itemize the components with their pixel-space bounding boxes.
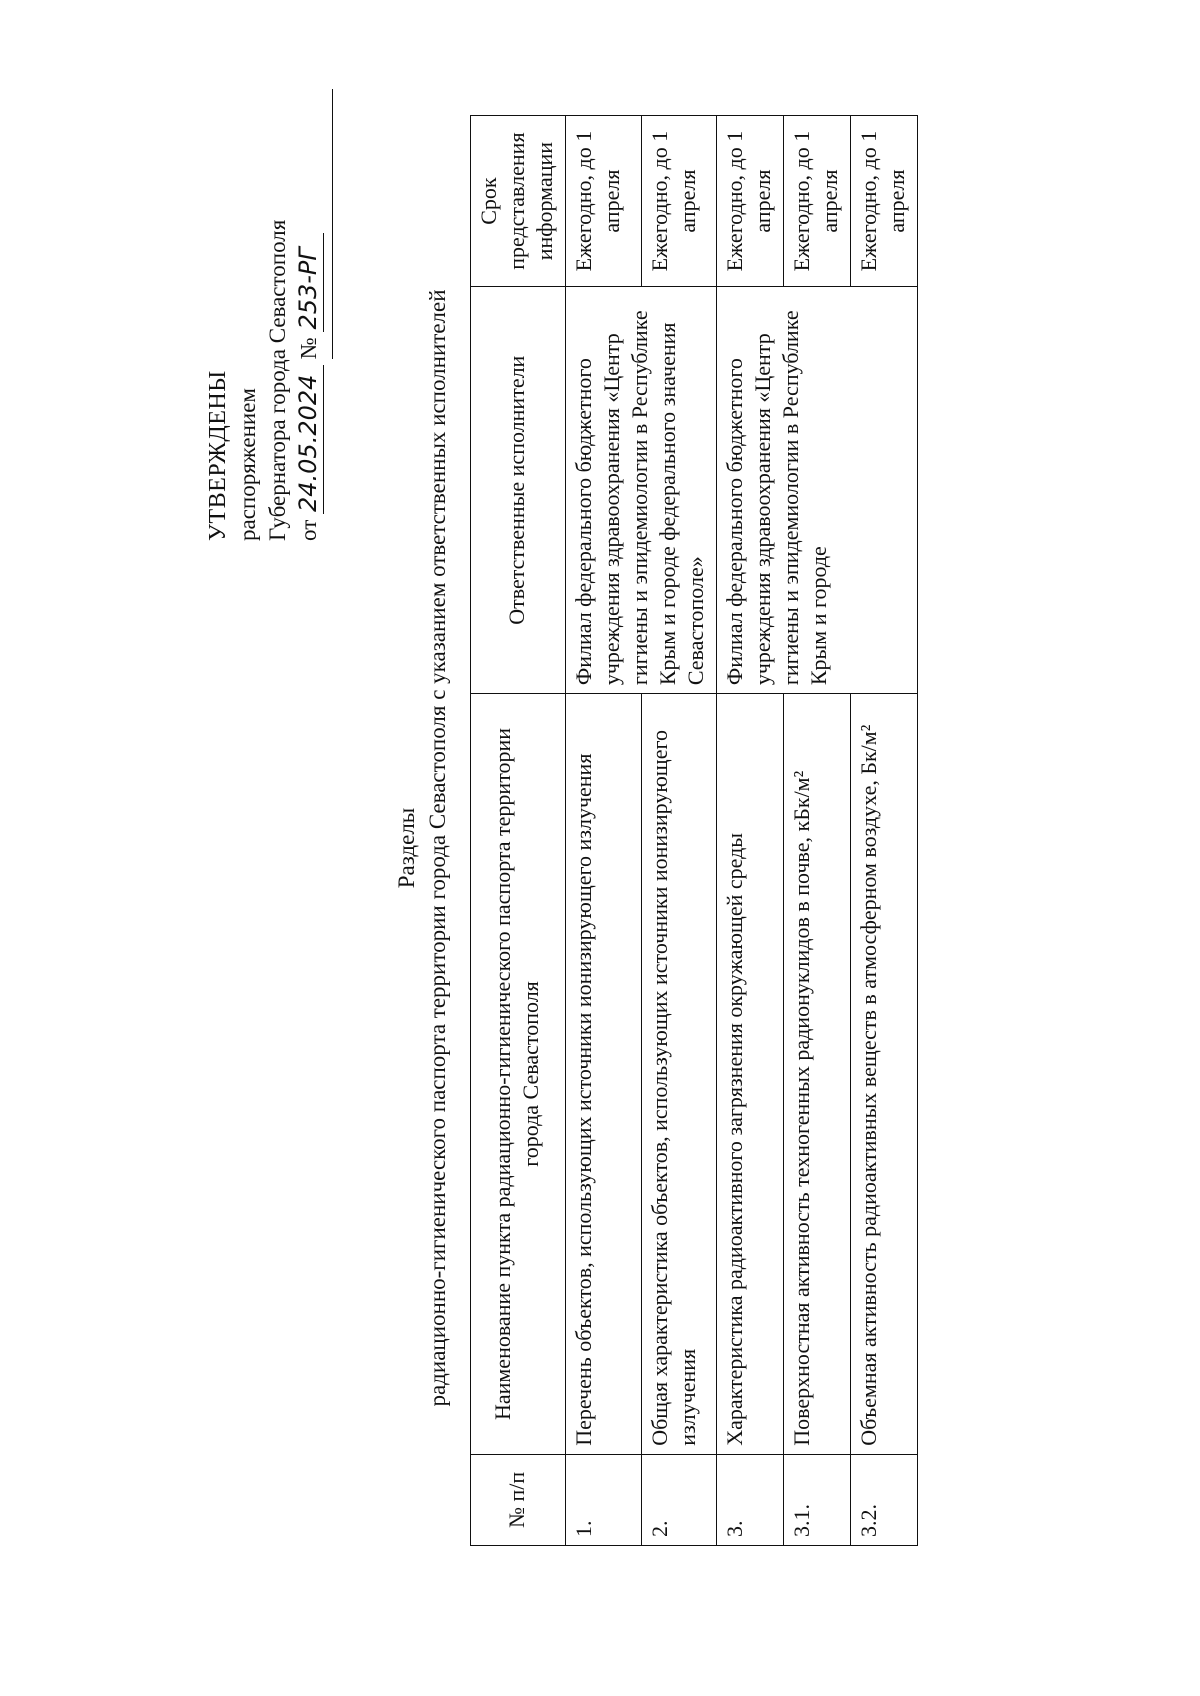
number-prefix: № — [296, 337, 321, 360]
header-num: № п/п — [471, 1454, 566, 1545]
row-num: 3.1. — [784, 1454, 851, 1545]
table-row — [717, 116, 784, 1546]
row-name: Общая характеристика объектов, использующих источники ионизирующего излучения — [641, 694, 717, 1455]
row-num: 2. — [641, 1454, 717, 1545]
executor-cell: Филиал федерального бюджетного учреждения здравоохранения «Центр гигиены и эпидемиологии в Республике Крым и городе федерального значения Севастополе» — [566, 287, 717, 694]
approval-number: 253-РГ — [293, 233, 324, 332]
table-header-row — [471, 116, 566, 1546]
row-num: 1. — [566, 1454, 642, 1545]
row-term: Ежегодно, до 1 апреля — [717, 116, 784, 287]
sections-table — [470, 115, 918, 1546]
row-name: Характеристика радиоактивного загрязнения окружающей среды — [717, 694, 784, 1455]
header-executors: Ответственные исполнители — [471, 287, 566, 694]
approval-line1: распоряжением — [235, 388, 260, 541]
approval-block — [203, 21, 324, 541]
heading-title: Разделы — [394, 807, 419, 889]
table-row — [566, 116, 642, 1546]
row-term: Ежегодно, до 1 апреля — [641, 116, 717, 287]
row-num: 3.2. — [851, 1454, 918, 1545]
approval-title: УТВЕРЖДЕНЫ — [205, 370, 231, 541]
approval-date: 24.05.2024 — [293, 365, 324, 514]
header-term: Срок представления информации — [471, 116, 566, 287]
row-name: Перечень объектов, использующих источники ионизирующего излучения — [566, 694, 642, 1455]
header-name: Наименование пункта радиационно-гигиенического паспорта территории города Севастополя — [471, 694, 566, 1455]
row-term: Ежегодно, до 1 апреля — [784, 116, 851, 287]
date-prefix: от — [296, 519, 321, 541]
row-name: Объемная активность радиоактивных веществ в атмосферном воздухе, Бк/м² — [851, 694, 918, 1455]
row-num: 3. — [717, 1454, 784, 1545]
row-term: Ежегодно, до 1 апреля — [566, 116, 642, 287]
approval-line2: Губернатора города Севастополя — [265, 219, 290, 541]
row-name: Поверхностная активность техногенных радионуклидов в почве, кБк/м² — [784, 694, 851, 1455]
row-term: Ежегодно, до 1 апреля — [851, 116, 918, 287]
top-rule — [332, 89, 333, 359]
heading-subtitle: радиационно-гигиенического паспорта территории города Севастополя с указанием ответственных исполнителей — [425, 289, 450, 1407]
executor-cell: Филиал федерального бюджетного учреждения здравоохранения «Центр гигиены и эпидемиологии в Республике Крым и городе — [717, 287, 918, 694]
approval-date-line — [293, 21, 324, 541]
